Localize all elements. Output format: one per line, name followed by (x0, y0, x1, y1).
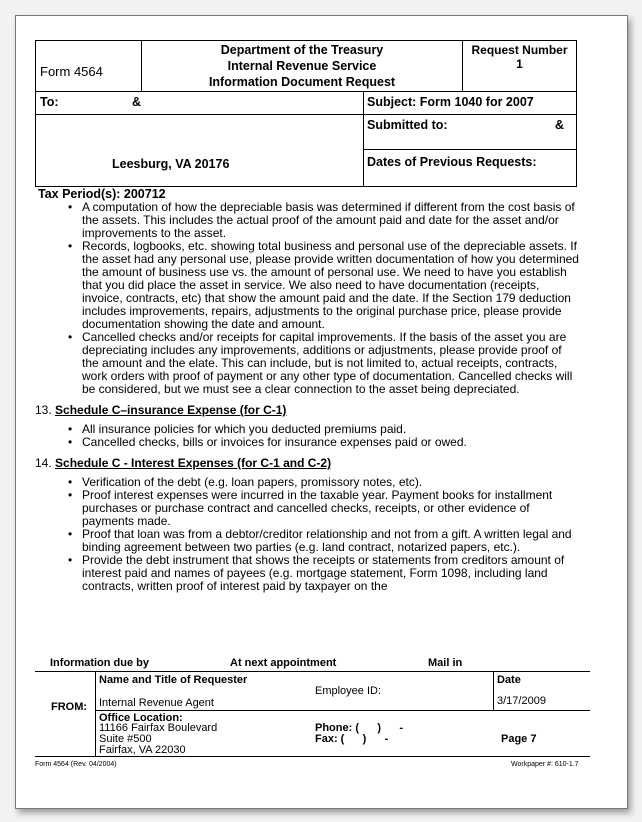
section-13-title: Schedule C–insurance Expense (for C-1) (55, 403, 287, 417)
info-due-label: Information due by (50, 657, 149, 669)
information-due-row (35, 657, 580, 670)
form-number: Form 4564 (36, 41, 142, 91)
list-item: • Cancelled checks, bills or invoices for insurance expenses paid or owed. (82, 436, 580, 449)
interest-list (35, 476, 580, 593)
request-body (35, 188, 580, 593)
subject: Subject: Form 1040 for 2007 (367, 95, 534, 109)
section-13-number: 13. (35, 403, 52, 417)
tax-period: Tax Period(s): 200712 (38, 187, 166, 201)
request-date: 3/17/2009 (497, 695, 546, 707)
phone-label: Phone: ( ) - (315, 722, 403, 734)
section-13-heading (35, 404, 580, 417)
address-city: Leesburg, VA 20176 (112, 157, 230, 171)
request-number-label: Request Number (471, 43, 568, 57)
info-due-mail: Mail in (428, 657, 463, 669)
office-location-label: Office Location: (99, 712, 183, 724)
form-revision: Form 4564 (Rev. 04/2004) (35, 761, 117, 768)
section-14-title: Schedule C - Interest Expenses (for C-1 and C-2) (55, 456, 332, 470)
dept-line-1: Department of the Treasury (220, 43, 384, 57)
depreciation-list (35, 201, 580, 396)
office-address-2: Suite #500 (99, 733, 152, 745)
submitted-to (364, 115, 576, 150)
department-title (142, 41, 463, 91)
list-item: • A computation of how the depreciable basis was determined if different from the cost basis of the assets. This includes the actual proof of the amount paid and date for the asset and/or improvements to the asset. (82, 201, 580, 240)
office-address-1: 11166 Fairfax Boulevard (99, 722, 218, 734)
section-14-heading (35, 457, 580, 470)
name-title-label: Name and Title of Requester (99, 674, 248, 686)
page-number: Page 7 (501, 733, 537, 745)
date-label: Date (497, 674, 521, 686)
fax-label: Fax: ( ) - (315, 733, 389, 745)
list-item: • Records, logbooks, etc. showing total business and personal use of the depreciable assets. If the asset had any personal use, please provide written documentation of how you determined the amount of business use vs. the amount of personal use. We need to have you establish that you did place the asset in service. We also need to have documentation (receipts, invoice, contracts, etc) that show the amount paid and the date. If the Section 179 deduction includes improvements, repairs, adjustments to the original purchase price, please provide documentation showing the date and amount. (82, 240, 580, 331)
list-item: • Proof that loan was from a debtor/creditor relationship and not from a gift. A written legal and binding agreement between two parties (e.g. land contract, notarized papers, etc.). (82, 528, 580, 554)
requester-title: Internal Revenue Agent (99, 697, 214, 709)
to-label: To: (40, 95, 59, 109)
list-item: • Verification of the debt (e.g. loan papers, promissory notes, etc). (82, 476, 580, 489)
request-number-value: 1 (516, 57, 523, 71)
to-ampersand: & (132, 95, 142, 109)
requester-table (35, 671, 590, 757)
from-label: FROM: (51, 701, 88, 713)
submitted-ampersand: & (554, 118, 564, 132)
submission-cell (364, 115, 576, 186)
dept-line-2: Internal Revenue Service (227, 59, 377, 73)
list-item: • Cancelled checks and/or receipts for capital improvements. If the basis of the asset you are depreciating includes any improvements, additions or adjustments, please provide proof of the amount and the elate. This can include, but is not limited to, actual receipts, contracts, work orders with proof of payment or any other type of documentation. Cancelled checks will be considered, but we must see a clear connection to the asset being depreciated. (82, 331, 580, 396)
previous-requests: Dates of Previous Requests: (367, 155, 537, 169)
insurance-list (35, 423, 580, 449)
list-item: • Proof interest expenses were incurred in the taxable year. Payment books for installment purchases or purchase contract and cancelled checks, receipts, or other evidence of payments made. (82, 489, 580, 528)
request-number-cell (463, 41, 576, 91)
section-14-number: 14. (35, 456, 52, 470)
workpaper-number: Workpaper #: 610-1.7 (511, 761, 579, 768)
office-address-3: Fairfax, VA 22030 (99, 744, 186, 756)
info-due-at: At next appointment (230, 657, 337, 669)
submitted-to-label: Submitted to: (367, 118, 448, 132)
to-cell (36, 92, 364, 114)
header-table (35, 40, 577, 187)
employee-id-label: Employee ID: (315, 685, 382, 697)
list-item: • Provide the debt instrument that shows the receipts or statements from creditors amount of interest paid and names of payees (e.g. mortgage statement, Form 1098, including land contracts, written proof of interest paid by taxpayer on the (82, 554, 580, 593)
address-cell (36, 115, 364, 186)
dept-line-3: Information Document Request (208, 75, 396, 89)
list-item: • All insurance policies for which you deducted premiums paid. (82, 423, 580, 436)
